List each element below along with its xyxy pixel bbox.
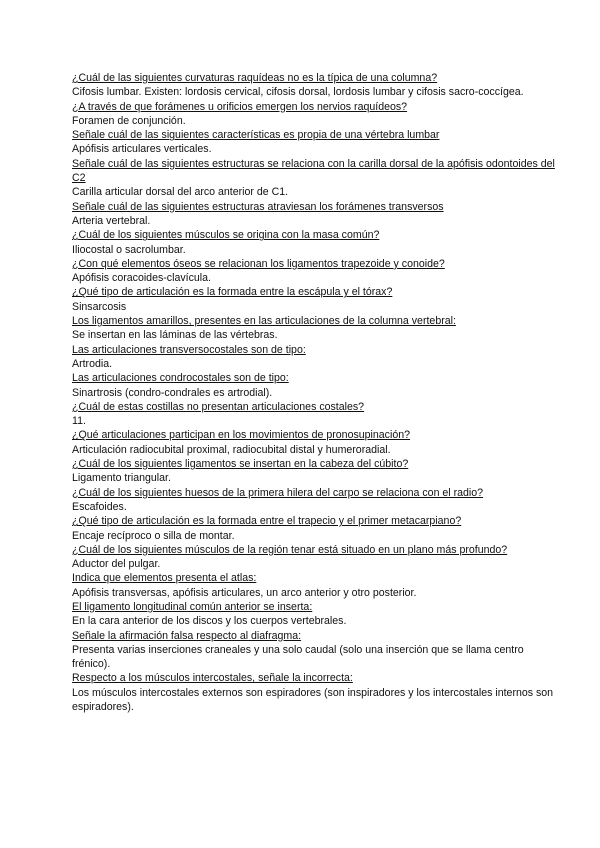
answer-text: Foramen de conjunción.: [72, 114, 186, 127]
qa-item: [72, 285, 560, 314]
answer-text: Escafoides.: [72, 500, 127, 513]
qa-item: [72, 486, 560, 515]
qa-item: [72, 343, 560, 372]
qa-item: [72, 600, 560, 629]
question-text: Las articulaciones condrocostales son de tipo:: [72, 372, 289, 385]
question-text: ¿Cuál de estas costillas no presentan articulaciones costales?: [72, 400, 365, 413]
answer-text: Ligamento triangular.: [72, 472, 171, 485]
answer-text: Artrodia.: [72, 357, 113, 370]
answer-text: Encaje recíproco o silla de montar.: [72, 529, 235, 542]
qa-item: [72, 400, 560, 429]
answer-text: Sinsarcosis: [72, 300, 127, 313]
question-text: Indica que elementos presenta el atlas:: [72, 572, 257, 585]
answer-text: 11.: [72, 415, 86, 428]
question-text: ¿A través de que forámenes u orificios emergen los nervios raquídeos?: [72, 100, 408, 113]
question-text: Señale cuál de las siguientes características es propia de una vértebra lumbar: [72, 129, 440, 142]
question-text: ¿Cuál de las siguientes curvaturas raquídeas no es la típica de una columna?: [72, 72, 438, 84]
question-text: ¿Cuál de los siguientes músculos de la región tenar está situado en un plano más profundo?: [72, 543, 508, 556]
question-text: Los ligamentos amarillos, presentes en las articulaciones de la columna vertebral:: [72, 315, 456, 328]
answer-text: Arteria vertebral.: [72, 214, 151, 227]
qa-item: [72, 371, 560, 400]
qa-item: [72, 157, 560, 200]
answer-text: Carilla articular dorsal del arco anterior de C1.: [72, 186, 289, 199]
answer-text: Iliocostal o sacrolumbar.: [72, 243, 186, 256]
question-text: ¿Cuál de los siguientes músculos se origina con la masa común?: [72, 229, 380, 242]
question-text: ¿Qué tipo de articulación es la formada entre la escápula y el tórax?: [72, 286, 393, 299]
qa-item: [72, 71, 560, 100]
answer-text: Articulación radiocubital proximal, radiocubital distal y humeroradial.: [72, 443, 391, 456]
question-text: ¿Cuál de los siguientes ligamentos se insertan en la cabeza del cúbito?: [72, 458, 409, 471]
qa-item: [72, 514, 560, 543]
answer-text: Cifosis lumbar. Existen: lordosis cervical, cifosis dorsal, lordosis lumbar y cifosis sacro-coccígea.: [72, 86, 524, 99]
answer-text: Apófisis articulares verticales.: [72, 143, 212, 156]
answer-text: En la cara anterior de los discos y los cuerpos vertebrales.: [72, 615, 347, 628]
qa-item: [72, 200, 560, 229]
qa-item: [72, 671, 560, 714]
answer-text: Apófisis coracoides-clavícula.: [72, 272, 211, 285]
question-text: ¿Qué articulaciones participan en los movimientos de pronosupinación?: [72, 429, 411, 442]
qa-item: [72, 100, 560, 129]
answer-text: Se insertan en las láminas de las vértebras.: [72, 329, 278, 342]
answer-text: Sinartrosis (condro-condrales es artrodial).: [72, 386, 273, 399]
question-text: Las articulaciones transversocostales son de tipo:: [72, 343, 306, 356]
qa-item: [72, 128, 560, 157]
answer-text: Apófisis transversas, apófisis articulares, un arco anterior y otro posterior.: [72, 586, 417, 599]
question-text: ¿Qué tipo de articulación es la formada entre el trapecio y el primer metacarpiano?: [72, 515, 462, 528]
question-text: Respecto a los músculos intercostales, señale la incorrecta:: [72, 672, 353, 685]
question-text: Señale cuál de las siguientes estructuras atraviesan los forámenes transversos: [72, 200, 444, 213]
question-text: Señale la afirmación falsa respecto al diafragma:: [72, 629, 302, 642]
answer-text: Aductor del pulgar.: [72, 558, 161, 571]
question-text: ¿Con qué elementos óseos se relacionan los ligamentos trapezoide y conoide?: [72, 257, 445, 270]
qa-list: [72, 71, 560, 714]
question-text: Señale cuál de las siguientes estructuras se relaciona con la carilla dorsal de la apófisis odontoides del C2: [72, 157, 555, 185]
question-text: El ligamento longitudinal común anterior se inserta:: [72, 600, 313, 613]
qa-item: [72, 629, 560, 672]
qa-item: [72, 428, 560, 457]
qa-item: [72, 543, 560, 572]
qa-item: [72, 257, 560, 286]
question-text: ¿Cuál de los siguientes huesos de la primera hilera del carpo se relaciona con el radio?: [72, 486, 484, 499]
qa-item: [72, 571, 560, 600]
answer-text: Los músculos intercostales externos son espiradores (son inspiradores y los intercostales internos son espiradores).: [72, 686, 554, 714]
qa-item: [72, 314, 560, 343]
qa-item: [72, 457, 560, 486]
qa-item: [72, 228, 560, 257]
answer-text: Presenta varias inserciones craneales y una solo caudal (solo una inserción que se llama centro frénico).: [72, 643, 524, 671]
